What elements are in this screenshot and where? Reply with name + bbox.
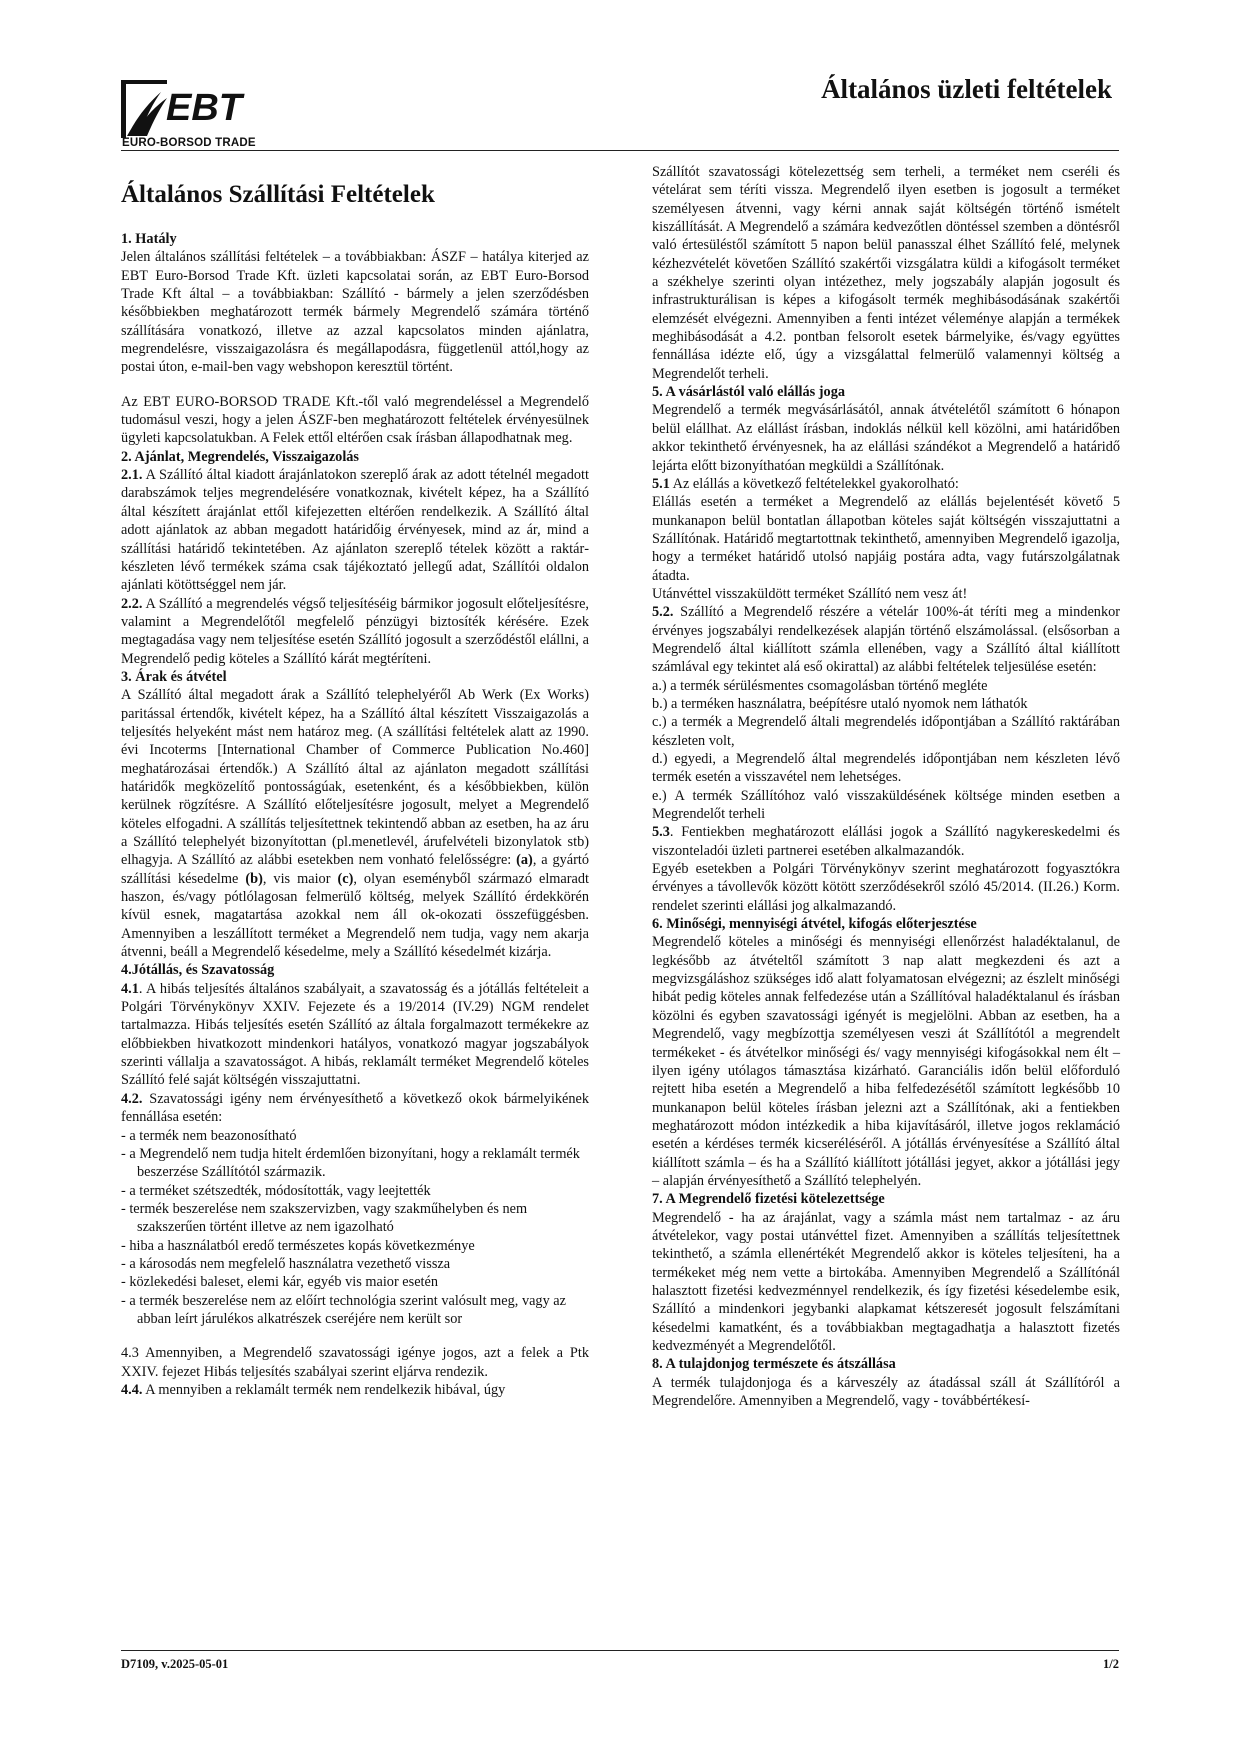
list-item: a.) a termék sérülésmentes csomagolásban történő megléte [652,677,988,694]
section-7-heading: 7. A Megrendelő fizetési kötelezettsége [652,1191,885,1208]
header-divider [121,150,1119,151]
section-4-3-paragraph: 4.3 Amennyiben, a Megrendelő szavatossági igénye jogos, azt a felek a Ptk XXIV. fejezet Hibás teljesítés szabályai szerint eljárva rendezik. [121,1345,589,1380]
list-item: b.) a terméken használatra, beépítésre utaló nyomok nem láthatók [652,695,1028,712]
section-1-paragraph-2: Az EBT EURO-BORSOD TRADE Kft.-től való megrendeléssel a Megrendelő tudomásul veszi, hogy a jelen ÁSZF-ben meghatározott feltételek érvényesülnek ügyleti kapcsolatukban. A Felek ettől eltérően csak írásban állapodhatnak meg. [121,393,589,447]
logo-subtitle: EURO-BORSOD TRADE [122,137,256,149]
list-item: - közlekedési baleset, elemi kár, egyéb vis maior esetén [121,1274,439,1291]
section-6-heading: 6. Minőségi, mennyiségi átvétel, kifogás előterjesztése [652,916,977,933]
list-item: c.) a termék a Megrendelő általi megrendelés időpontjában a Szállító raktárában készleten volt, [652,714,1120,749]
section-5-paragraph: Megrendelő a termék megvásárlásától, annak átvételétől számított 6 hónapon belül elállhat. Az elállást írásban, indoklás nélkül kell közölni, ami határidőben akkor tekinthető érvényesnek, ha az elállási szándékot a Megrendelő a határidő lejárta előtt bizonyíthatóan megküldi a Szállítónak. [652,402,1120,474]
section-3-paragraph: A Szállító által megadott árak a Szállító telephelyéről Ab Werk (Ex Works) paritással értendők, kivételt képez, ha a Szállító által készített Visszaigazolás a teljesítés helyeként mást nem határoz meg. (A szállítási feltételek alatt az 1990. évi Incoterms [International Chamber of Commerce Publication No.460] meghatározásai értendők.) A Szállító által az ajánlaton megadott szállítási határidők megközelítő pontosságúak, esetenként, és a későbbiekben, külön kerülnek rögzítésre. A Szállító előteljesítésre jogosult, melyet a Megrendelő köteles elfogadni. A szállítás teljesítettnek tekintendő abban az esetben, ha az áru a Szállító telephelyét bizonyítottan (pl.menetlevél, árufelvételi bizonylatok stb) elhagyja. A Szállító az alábbi esetekben nem vonható felelősségre: (a), a gyártó szállítási késedelme (b), vis maior (c), olyan eseményből származó elmaradt haszon, és/vagy pótlólagosan felmerülő költség, melyek Szállító érdekkörén kívül esnek, magatartása azokkal nem áll ok-okozati összefüggésben. Amennyiben a leszállított terméket a Megrendelő nem tudja, vagy nem akarja átvenni, beáll a Megrendelő késedelme, mely a Szállító késedelmét kizárja. [121,687,589,961]
section-7-paragraph: Megrendelő - ha az árajánlat, vagy a számla mást nem tartalmaz - az áru átvételekor, vagy postai utánvéttel fizet. Amennyiben a szállítás teljesítettnek tekinthető, a számla ellenértékét Megrendelő akkor is köteles teljesíteni, ha a termékeket még nem vette a birtokába. Amennyiben Megrendelő a Szállítónál halasztott fizetési kedvezménnyel rendelkezik, és így fizetési késedelembe esik, Szállító a mindenkori jegybanki alapkamat kétszeresét jogosult felszámítani késedelmi kamatként, és a továbbiakban megtagadhatja a halasztott fizetés kedvezményét a Megrendelőtől. [652,1209,1120,1354]
footer-divider [121,1650,1119,1651]
clause-number: 4.2. [121,1090,143,1107]
list-item: - termék beszerelése nem szakszervizben, vagy szakműhelyben és nem szakszerűen történt illetve az nem igazolható [121,1200,528,1236]
section-6-paragraph: Megrendelő köteles a minőségi és mennyiségi ellenőrzést haladéktalanul, de legkésőbb az átvételtől számított 3 nap alatt megkezdeni és azt a megvizsgáláshoz szükséges idő alatt folyamatosan elvégezni; az észlelt minőségi hibát pedig köteles annak felfedezése után a Szállítóval haladéktalanul és írásban közölni és egyben szavatossági igényét is megjelölni. Abban az esetben, ha a Megrendelő, vagy megbízottja személyesen veszi át Szállítótól a megrendelt termékeket - és átvételkor minőségi és/ vagy mennyiségi kifogásokkal nem élt – ilyen igény utólagos támasztása kizárható. Garanciális időn belül előforduló rejtett hiba esetén a Megrendelő a hiba felfedezésétől számított legkésőbb 10 munkanapon belül köteles írásban jelezni azt a Szállítónak, aki a fentiekben meghatározott módon intézkedik a hiba kijavításáról, illetve jogos reklamáció esetén a kérdéses termék kicseréléséről. A jótállás érvényesítése a Szállító által kiállított számla – és ha a Szállító kiállított jótállási jegyet, akkor a jótállási jegy – alapján érvényesíthető a Szállító telephelyén. [652,934,1120,1189]
header-title: Általános üzleti feltételek [821,74,1112,104]
section-2-heading: 2. Ajánlat, Megrendelés, Visszaigazolás [121,448,359,465]
section-4-4-paragraph: 4.4. A mennyiben a reklamált termék nem rendelkezik hibával, úgy [121,1381,506,1398]
list-item: - a termék beszerelése nem az előírt technológia szerint valósult meg, vagy az abban leírt járulékos alkatrészek cseréjére nem került sor [121,1292,566,1327]
list-item: - a károsodás nem megfelelő használatra vezethető vissza [121,1255,451,1272]
document-id: D7109, v.2025-05-01 [121,1657,229,1671]
section-8-heading: 8. A tulajdonjog természete és átszállása [652,1356,896,1373]
list-item: - a Megrendelő nem tudja hitelt érdemlően bizonyítani, hogy a reklamált termék beszerzése Szállítótól származik. [121,1145,580,1181]
section-4-heading: 4.Jótállás, és Szavatosság [121,962,275,979]
section-4-2-paragraph: 4.2. Szavatossági igény nem érvényesíthető a következő okok bármelyikének fennállása esetén: [121,1090,589,1126]
section-1-paragraph-1: Jelen általános szállítási feltételek – a továbbiakban: ÁSZF – hatálya kiterjed az EBT Euro-Borsod Trade Kft. üzleti kapcsolatai során, az EBT Euro-Borsod Trade Kft által – a továbbiakban: Szállító - bármely a jelen szerződésben későbbiekben meghatározott termék bármely Megrendelő számára történő szállítására vonatkozó, illetve az azzal kapcsolatos minden ajánlatra, megrendelésre, visszaigazolásra és megállapodásra, függetlenül attól,hogy az postai úton, e-mail-ben vagy webshopon keresztül történt. [121,249,589,376]
section-5-1-paragraph: 5.1 Az elállás a következő feltételekkel gyakorolható: [652,475,959,492]
section-4-1-paragraph: 4.1. A hibás teljesítés általános szabályait, a szavatosság és a jótállás feltételeit a Polgári Törvénykönyv XXIV. Fejezete és a 19/2014 (IV.29) NGM rendelet tartalmazza. Hibás teljesítés esetén Szállító az általa forgalmazott termékekre az előbbiekben hivatkozott mindenkori hatályos, vonatkozó magyar jogszabályok szerinti vállalja a szavatosságot. A hibás, reklamált terméket Megrendelő köteles Szállító felé saját költségén visszajuttatni. [121,980,589,1089]
list-item: - hiba a használatból eredő természetes kopás következménye [121,1237,475,1254]
section-5-heading: 5. A vásárlástól való elállás joga [652,384,846,401]
section-5-3-detail: Egyéb esetekben a Polgári Törvénykönyv szerint meghatározott fogyasztókra érvényes a távollevők között kötött szerződésekről szóló 45/2014. (II.26.) Korm. rendelet szerinti elállási jog alkalmazandó. [652,861,1120,914]
list-item: d.) egyedi, a Megrendelő által megrendelés időpontjában nem készleten lévő termék esetén a visszavétel nem lehetséges. [652,751,1120,786]
section-5-2-paragraph: 5.2. Szállító a Megrendelő részére a vételár 100%-át téríti meg a mindenkor érvényes jogszabályi rendelkezések alapján történő elszámolással. (elsősorban a Megrendelő által kiállított számla ellenében, vagy a Szállító által kiállított számlával egy tekintet alá eső okirattal) az alábbi feltételek teljesülése esetén: [652,604,1120,676]
section-1-heading: 1. Hatály [121,231,177,247]
section-8-paragraph: A termék tulajdonjoga és a kárveszély az átadással száll át Szállítóról a Megrendelőre. Amennyiben a Megrendelő, vagy - továbbértékesí- [652,1374,1120,1410]
section-5-1-detail: Elállás esetén a terméket a Megrendelő az elállás bejelentését követő 5 munkanapon belül bontatlan állapotban köteles saját költségén visszajuttatni a Szállítónak. Határidő megtartottnak tekinthető, amennyiben Megrendelő igazolja, hogy a terméket határidő utolsó napjáig postára adta, vagy futárszolgálatnak átadta. [652,494,1120,584]
section-3-heading: 3. Árak és átvétel [121,668,227,685]
clause-number: 4.4. [121,1381,143,1398]
list-item: e.) A termék Szállítóhoz való visszaküldésének költsége minden esetben a Megrendelőt terheli [652,787,1120,823]
clause-number: 5.2. [652,604,674,621]
clause-number: 5.1 [652,475,670,492]
document-title: Általános Szállítási Feltételek [121,181,435,208]
clause-number: 2.2. [121,595,143,612]
section-2-2-paragraph: 2.2. A Szállító a megrendelés végső teljesítéséig bármikor jogosult előteljesítésre, valamint a Megrendelőtől megfelelő pénzügyi biztosíték kérésére. Ezek megtagadása vagy nem teljesítése esetén Szállító jogosult a szerződéstől elállni, a Megrendelő pedig köteles a Szállító kárát megtéríteni. [121,595,589,667]
section-2-1-paragraph: 2.1. A Szállító által kiadott árajánlatokon szereplő árak az adott tételnél megadott darabszámok teljes megrendelésére vonatkoznak, kivételt képez, ha a Szállító által készített árajánlat ettől kifejezetten eltérően rendelkezik. A Szállító által adott ajánlatok az abban megadott határidőig érvényesek, mind az ár, mind a szállítási határidő tekintetében. Az ajánlaton szereplő tételek között a raktárkészleten lévő termékek száma csak tájékoztató jellegű adat, Szállítói oldalon ajánlati kötöttséggel nem jár. [121,467,589,594]
section-5-1-note: Utánvéttel visszaküldött terméket Szállító nem vesz át! [652,585,968,602]
page-number: 1/2 [1103,1657,1119,1671]
list-item: - a termék nem beazonosítható [121,1127,297,1144]
clause-number: 2.1. [121,467,143,484]
section-4-4-continued: Szállítót szavatossági kötelezettség sem terheli, a terméket nem cseréli és vételárat sem téríti vissza. Megrendelő ilyen esetben is jogosult a terméket személyesen átvenni, vagy kérni annak saját költségén történő ismételt kiszállítását. A Megrendelő a számára kedvezőtlen döntéssel szemben a döntésről való értesüléstől számított 5 napon belül panasszal élhet Szállító felé, melynek kézhezvételét követően Szállító szakértői vizsgálatra küldi a kifogásolt terméket a székhelye szerinti olyan intézethez, mely jogszabály alapján jogosult és infrastrukturálisan is képes a kifogásolt termék meghibásodásának szakértői elemzését elvégezni. Amennyiben a fenti intézet véleménye alapján a termékek meghibásodását a 4.2. pontban felsorolt esetek bármelyike, és/vagy együttes fennállása idézte elő, úgy a vizsgálattal felmerülő valamennyi költség a Megrendelőt terheli. [652,164,1120,382]
left-column [121,176,589,1399]
logo-text: EBT [166,87,242,129]
right-column [652,163,1120,1410]
clause-number: 5.3 [652,824,670,841]
section-5-3-paragraph: 5.3. Fentiekben meghatározott elállási jogok a Szállító nagykereskedelmi és viszonteladói üzleti partnerei esetében alkalmazandók. [652,824,1120,859]
clause-number: 4.1 [121,980,139,997]
list-item: - a terméket szétszedték, módosították, vagy leejtették [121,1182,431,1199]
